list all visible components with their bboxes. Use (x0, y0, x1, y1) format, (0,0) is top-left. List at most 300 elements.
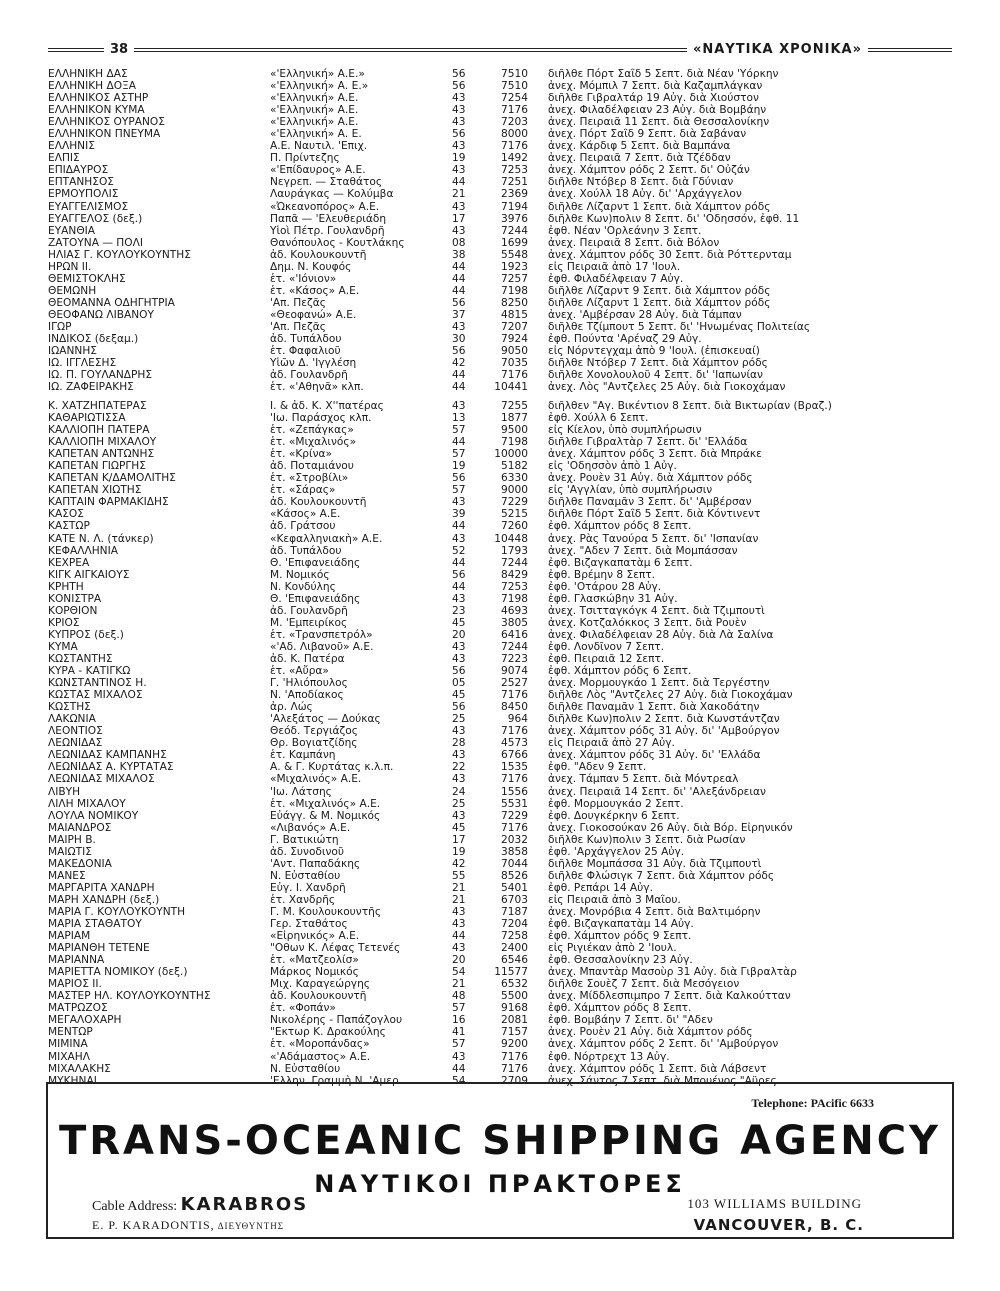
table-row (48, 92, 952, 104)
ship-name: ΛΟΥΛΑ ΝΟΜΙΚΟΥ (48, 809, 139, 822)
ship-flag-code: 44 (452, 580, 466, 593)
ship-name: ΚΑΤΕ Ν. Λ. (τάνκερ) (48, 532, 154, 545)
table-row (48, 128, 952, 140)
ship-status: ἐφθ. Χάμπτον ρόδς 6 Σεπτ. (548, 665, 692, 678)
table-row (48, 930, 952, 942)
ship-tonnage: 7176 (501, 773, 528, 786)
table-row (48, 761, 952, 773)
ship-agent: ἀδ. Κουλουκουντῆ (270, 496, 367, 509)
ship-flag-code: 44 (452, 556, 466, 569)
table-row (48, 737, 952, 749)
ship-status: ἐφθ. Χούλλ 6 Σεπτ. (548, 412, 649, 425)
ship-tonnage: 7244 (501, 556, 528, 569)
ship-status: ἀνεχ. Πόρτ Σαΐδ 9 Σεπτ. διὰ Σαβάναν (548, 128, 747, 141)
ship-tonnage: 8250 (501, 296, 528, 309)
ship-agent: Λαυράγκας — Κολύμβα (270, 188, 394, 201)
table-row (48, 593, 952, 605)
ship-flag-code: 44 (452, 260, 466, 273)
ship-flag-code: 56 (452, 345, 466, 358)
ship-flag-code: 44 (452, 284, 466, 297)
ship-status: ἀνεχ. Χάμπτον ρόδς 31 Αὐγ. δι' 'Ελλάδα (548, 749, 761, 762)
ship-tonnage: 6766 (501, 749, 528, 762)
ship-agent: ἑτ. «'Ιόνιον» (270, 272, 337, 285)
ship-name: ΕΛΛΗΝΙΚΗ ΔΟΞΑ (48, 80, 137, 93)
ship-tonnage: 2081 (501, 1014, 528, 1027)
table-row (48, 357, 952, 369)
ship-flag-code: 56 (452, 128, 466, 141)
ship-agent: Ν. Εὐσταθίου (270, 1062, 341, 1075)
ship-name: ΜΕΓΑΛΟΧΑΡΗ (48, 1014, 122, 1027)
ship-agent: «Λιβανός» Α.Ε. (270, 821, 351, 834)
ship-flag-code: 43 (452, 725, 466, 738)
ship-flag-code: 13 (452, 412, 466, 425)
ship-flag-code: 19 (452, 152, 466, 165)
table-row (48, 810, 952, 822)
table-row (48, 201, 952, 213)
ship-status: εἰς Ριγιέκαν ἀπὸ 2 'Ιουλ. (548, 942, 677, 955)
table-row (48, 617, 952, 629)
ship-tonnage: 7176 (501, 104, 528, 117)
ship-flag-code: 44 (452, 176, 466, 189)
ship-agent: Θ. 'Επιφανειάδης (270, 556, 361, 569)
ship-agent: «'Επίδαυρος» Α.Ε. (270, 164, 366, 177)
table-row (48, 749, 952, 761)
table-row (48, 164, 952, 176)
ship-tonnage: 7251 (501, 176, 528, 189)
ship-flag-code: 05 (452, 677, 466, 690)
ship-status: ἀνεχ. Ρουὲν 21 Αὐγ. διὰ Χάμπτον ρόδς (548, 1026, 753, 1039)
table-row (48, 436, 952, 448)
ship-tonnage: 7253 (501, 580, 528, 593)
ship-tonnage: 7244 (501, 224, 528, 237)
table-row (48, 273, 952, 285)
table-row (48, 225, 952, 237)
ship-agent: «'Ελληνική» Α.Ε. (270, 104, 359, 117)
ship-tonnage: 7176 (501, 1050, 528, 1063)
ship-name: ΚΑΠΤΑΙΝ ΦΑΡΜΑΚΙΔΗΣ (48, 496, 169, 509)
ship-flag-code: 43 (452, 104, 466, 117)
ship-tonnage: 2400 (501, 942, 528, 955)
table-row (48, 249, 952, 261)
ship-name: ΗΛΙΑΣ Γ. ΚΟΥΛΟΥΚΟΥΝΤΗΣ (48, 248, 191, 261)
ship-tonnage: 5182 (501, 460, 528, 473)
ship-agent: ἀδ. Κουλουκουντῆ (270, 990, 367, 1003)
table-row (48, 520, 952, 532)
ship-flag-code: 56 (452, 296, 466, 309)
ship-flag-code: 44 (452, 272, 466, 285)
table-row (48, 116, 952, 128)
ship-name: ΛΕΟΝΤΙΟΣ (48, 725, 103, 738)
ship-name: ΚΑΘΑΡΙΩΤΙΣΣΑ (48, 412, 126, 425)
ship-status: ἀνεχ. Κοτζαλόκκος 3 Σεπτ. διὰ Ρουὲν (548, 616, 747, 629)
table-row (48, 882, 952, 894)
table-row (48, 858, 952, 870)
ship-table-section-1 (48, 68, 952, 393)
ship-name: ΕΥΑΓΓΕΛΙΣΜΟΣ (48, 200, 129, 213)
ship-name: ΙΩ. ΖΑΦΕΙΡΑΚΗΣ (48, 381, 134, 394)
ship-status: ἐφθ. Μορμουγκάο 2 Σεπτ. (548, 797, 684, 810)
table-row (48, 460, 952, 472)
table-row (48, 870, 952, 882)
ship-agent: «'Ελληνική» Α. Ε.» (270, 80, 369, 93)
ship-status: εἰς 'Αγγλίαν, ὑπὸ συμπλήρωσιν (548, 484, 713, 497)
ship-agent: Υἱοὶ Πέτρ. Γουλανδρῆ (270, 224, 385, 237)
ship-tonnage: 7257 (501, 272, 528, 285)
ship-flag-code: 43 (452, 809, 466, 822)
ship-status: ἀνεχ. Μίδδλεσπιμπρο 7 Σεπτ. διὰ Καλκούτταν (548, 990, 791, 1003)
ship-flag-code: 37 (452, 308, 466, 321)
table-row (48, 545, 952, 557)
ship-tonnage: 4573 (501, 737, 528, 750)
ship-tonnage: 7254 (501, 92, 528, 105)
ship-tonnage: 7223 (501, 652, 528, 665)
ship-agent: ἑτ. Καμπάνη (270, 749, 336, 762)
ad-city: VANCOUVER, B. C. (693, 1216, 864, 1234)
ship-tonnage: 4693 (501, 604, 528, 617)
ship-tonnage: 6546 (501, 954, 528, 967)
ship-flag-code: 43 (452, 1050, 466, 1063)
table-row (48, 966, 952, 978)
ship-tonnage: 7258 (501, 930, 528, 943)
table-row (48, 321, 952, 333)
ship-status: διῆλθε Κων)πολιν 8 Σεπτ. δι' 'Οδησσόν, ἐφθ. 11 (548, 212, 800, 225)
ship-name: ΘΕΜΙΣΤΟΚΛΗΣ (48, 272, 126, 285)
ship-agent: ἑτ. Χανδρῆς (270, 893, 336, 906)
ship-flag-code: 43 (452, 116, 466, 129)
ship-agent: Εὐάγγ. & Μ. Νομικός (270, 809, 381, 822)
ship-tonnage: 7176 (501, 1062, 528, 1075)
ship-status: διῆλθε Λὸς "Αντζελες 27 Αὐγ. διὰ Γιοκοχάμαν (548, 689, 793, 702)
ship-status: ἐφθ. Θεσσαλονίκην 23 Αὐγ. (548, 954, 693, 967)
ship-tonnage: 6416 (501, 628, 528, 641)
ship-status: ἀνεχ. Χάμπτον ρόδς 2 Σεπτ. δι' 'Αμβούργον (548, 1038, 779, 1051)
ship-status: ἀνεχ. Μορμουγκάο 1 Σεπτ. διὰ Τεργέστην (548, 677, 770, 690)
table-row (48, 309, 952, 321)
table-row (48, 1014, 952, 1026)
ship-tonnage: 7203 (501, 116, 528, 129)
table-row (48, 641, 952, 653)
ship-agent: «Εἰρηνικός» Α.Ε. (270, 930, 360, 943)
ship-flag-code: 43 (452, 918, 466, 931)
ship-tonnage: 8450 (501, 701, 528, 714)
ship-agent: 'Αλεξάτος — Δούκας (270, 713, 381, 726)
ship-flag-code: 16 (452, 1014, 466, 1027)
table-row (48, 369, 952, 381)
ship-name: ΜΑΡΙΑΝΘΗ ΤΕΤΕΝΕ (48, 942, 150, 955)
ship-agent: Γ. Μ. Κουλουκουντῆς (270, 905, 382, 918)
ship-tonnage: 6532 (501, 978, 528, 991)
ship-tonnage: 3858 (501, 845, 528, 858)
ship-flag-code: 42 (452, 857, 466, 870)
table-row (48, 285, 952, 297)
ad-cable-label: Cable Address: (92, 1199, 178, 1214)
table-row (48, 533, 952, 545)
table-row (48, 345, 952, 357)
ship-status: ἀνεχ. Πειραιᾶ 7 Σεπτ. διὰ Τζέδδαν (548, 152, 731, 165)
ship-flag-code: 57 (452, 1002, 466, 1015)
table-row (48, 333, 952, 345)
ship-tonnage: 9200 (501, 1038, 528, 1051)
ship-name: ΛΕΩΝΙΔΑΣ (48, 737, 103, 750)
ship-agent: ἑτ. «Ματζεολίσ» (270, 954, 359, 967)
ship-name: ΜΑΙΑΝΔΡΟΣ (48, 821, 112, 834)
table-row (48, 424, 952, 436)
ship-name: ΛΕΩΝΙΔΑΣ Α. ΚΥΡΤΑΤΑΣ (48, 761, 174, 774)
ship-tonnage: 7194 (501, 200, 528, 213)
ship-status: ἐφθ. Χάμπτον ρόδς 8 Σεπτ. (548, 1002, 692, 1015)
ship-agent: Ι. & ἀδ. Κ. Χ''πατέρας (270, 400, 384, 412)
ship-status: διῆλθε Σουὲζ 7 Σεπτ. διὰ Μεσόγειον (548, 978, 740, 991)
table-row (48, 213, 952, 225)
ship-agent: ἀδ. Κ. Πατέρα (270, 652, 345, 665)
table-row (48, 557, 952, 569)
ship-status: ἐφθ. Νέαν 'Ορλεάνην 3 Σεπτ. (548, 224, 702, 237)
ship-agent: ἀδ. Τυπάλδου (270, 333, 342, 346)
ship-status: ἐφθ. 'Οτάρου 28 Αὐγ. (548, 580, 662, 593)
ship-tonnage: 2369 (501, 188, 528, 201)
ship-tonnage: 8000 (501, 128, 528, 141)
ship-name: ΙΝΔΙΚΟΣ (δεξαμ.) (48, 333, 139, 346)
ship-name: ΚΑΠΕΤΑΝ ΧΙΩΤΗΣ (48, 484, 142, 497)
ship-agent: ἀδ. Γράτσου (270, 520, 336, 533)
ship-name: ΜΑΡΙΑΜ (48, 930, 91, 943)
ship-status: ἐφθ. Βιζαγκαπατὰμ 14 Αὐγ. (548, 918, 694, 931)
table-row (48, 140, 952, 152)
ship-flag-code: 21 (452, 881, 466, 894)
ship-status: εἰς 'Οδησσὸν ἀπὸ 1 Αὐγ. (548, 460, 677, 473)
ship-agent: ἑτ. «'Αθηνᾶ» κλπ. (270, 381, 364, 394)
ship-name: ΕΛΛΗΝΙΣ (48, 140, 95, 153)
ship-flag-code: 25 (452, 797, 466, 810)
ship-flag-code: 45 (452, 616, 466, 629)
ship-flag-code: 43 (452, 320, 466, 333)
ship-name: ΚΑΣΟΣ (48, 508, 84, 521)
table-row (48, 906, 952, 918)
ship-name: ΜΙΧΑΗΛ (48, 1050, 90, 1063)
ship-tonnage: 7176 (501, 821, 528, 834)
ship-agent: ἑτ. «Αὔρα» (270, 665, 329, 678)
ship-status: διῆλθεν "Αγ. Βικέντιον 8 Σεπτ. διὰ Βικτωρίαν (Βραζ.) (548, 400, 832, 412)
ship-status: ἀνεχ. Χούλλ 18 Αὐγ. δι' 'Αρχάγγελον (548, 188, 742, 201)
table-row (48, 484, 952, 496)
table-row (48, 834, 952, 846)
ship-status: ἐφθ. Βιζαγκαπατὰμ 6 Σεπτ. (548, 556, 693, 569)
ship-agent: Δημ. Ν. Κουφός (270, 260, 352, 273)
ad-cable-address (92, 1194, 308, 1215)
ship-name: ΛΕΩΝΙΔΑΣ ΜΙΧΑΛΟΣ (48, 773, 155, 786)
ship-agent: ἑτ. Φαφαλιοῦ (270, 345, 341, 358)
ship-status: ἀνεχ. Φιλαδέλφειαν 23 Αὐγ. διὰ Βομβάην (548, 104, 767, 117)
ship-flag-code: 43 (452, 496, 466, 509)
ship-name: ΚΩΣΤΗΣ (48, 701, 91, 714)
table-row (48, 822, 952, 834)
ship-flag-code: 44 (452, 1062, 466, 1075)
ship-flag-code: 56 (452, 701, 466, 714)
ship-tonnage: 2032 (501, 833, 528, 846)
ship-tonnage: 9000 (501, 484, 528, 497)
ship-status: ἀνεχ. Χάμπτον ρόδς 3 Σεπτ. διὰ Μπράκε (548, 448, 762, 461)
ship-status: ἐφθ. Ρεπάρι 14 Αὐγ. (548, 881, 653, 894)
ship-status: ἐφθ. Πούντα 'Αρέναζ 29 Αὐγ. (548, 333, 702, 346)
ship-tonnage: 10441 (494, 381, 528, 394)
ship-flag-code: 54 (452, 1074, 466, 1087)
ship-agent: Ν. Κονδύλης (270, 580, 336, 593)
table-row (48, 448, 952, 460)
ship-flag-code: 57 (452, 1038, 466, 1051)
ship-status: εἰς Νόρντεγχαμ ἀπὸ 9 'Ιουλ. (ἐπισκευαί) (548, 345, 760, 358)
ship-tonnage: 964 (507, 713, 528, 726)
ship-tonnage: 7244 (501, 640, 528, 653)
table-row (48, 1038, 952, 1050)
ship-status: ἀνεχ. Πειραιᾶ 14 Σεπτ. δι' 'Αλεξάνδρειαν (548, 785, 766, 798)
ship-status: ἀνεχ. Τάμπαν 5 Σεπτ. διὰ Μόντρεαλ (548, 773, 739, 786)
ship-name: Κ. ΧΑΤΖΗΠΑΤΕΡΑΣ (48, 400, 147, 412)
ship-tonnage: 3976 (501, 212, 528, 225)
ship-tonnage: 7176 (501, 689, 528, 702)
ship-agent: Α.Ε. Ναυτιλ. 'Επιχ. (270, 140, 368, 153)
ship-agent: Νικολέρης - Παπάζογλου (270, 1014, 403, 1027)
ship-name: ΕΛΛΗΝΙΚΟΝ ΠΝΕΥΜΑ (48, 128, 161, 141)
ship-flag-code: 24 (452, 785, 466, 798)
table-row (48, 894, 952, 906)
ship-status: ἐφθ. Φιλαδέλφειαν 7 Αὐγ. (548, 272, 684, 285)
ship-name: ΜΥΚΗΝΑΙ (48, 1074, 97, 1087)
ship-tonnage: 9074 (501, 665, 528, 678)
ship-status: εἰς Πειραιᾶ ἀπὸ 27 Αὐγ. (548, 737, 675, 750)
ship-status: ἐφθ. 'Αρχάγγελον 25 Αὐγ. (548, 845, 685, 858)
ship-agent: "Εκτωρ Κ. Δρακούλης (270, 1026, 386, 1039)
ship-status: διῆλθε Χονολουλοῦ 4 Σεπτ. δι' 'Ιαπωνίαν (548, 369, 763, 382)
ship-agent: ἀδ. Ποταμιάνου (270, 460, 354, 473)
table-row (48, 665, 952, 677)
table-row (48, 1051, 952, 1063)
ship-agent: ἀδ. Γουλανδρῆ (270, 604, 348, 617)
ship-flag-code: 43 (452, 92, 466, 105)
ship-tonnage: 7229 (501, 809, 528, 822)
ship-tonnage: 4815 (501, 308, 528, 321)
ship-tonnage: 6330 (501, 472, 528, 485)
ship-flag-code: 22 (452, 761, 466, 774)
ship-agent: Μιχ. Καραγεώργης (270, 978, 371, 991)
ship-tonnage: 7176 (501, 725, 528, 738)
ship-agent: Α. & Γ. Κυρτάτας κ.λ.π. (270, 761, 394, 774)
ship-status: ἀνεχ. Πειραιᾶ 11 Σεπτ. διὰ Θεσσαλονίκην (548, 116, 770, 129)
ship-name: ΚΩΣΤΑΣ ΜΙΧΑΛΟΣ (48, 689, 143, 702)
ad-phone: Telephone: PAcific 6633 (751, 1096, 874, 1110)
ship-name: ΜΑΙΡΗ Β. (48, 833, 96, 846)
ship-name: ΛΙΒΥΗ (48, 785, 81, 798)
ship-name: ΘΕΟΦΑΝΩ ΛΙΒΑΝΟΥ (48, 308, 154, 321)
ship-flag-code: 41 (452, 1026, 466, 1039)
ship-status: διῆλθε Πόρτ Σαΐδ 5 Σεπτ. διὰ Νέαν 'Υόρκην (548, 68, 779, 80)
ship-name: ΚΑΣΤΩΡ (48, 520, 90, 533)
ship-status: διῆλθε Φλώσιγκ 7 Σεπτ. διὰ Χάμπτον ρόδς (548, 869, 775, 882)
ship-agent: "Οθων Κ. Λέφας Τετενές (270, 942, 401, 955)
table-row (48, 773, 952, 785)
ship-status: ἐφθ. "Αδεν 9 Σεπτ. (548, 761, 647, 774)
ship-tonnage: 11577 (494, 966, 528, 979)
ship-agent: 'Ιω. Λάτσης (270, 785, 332, 798)
ship-status: ἀνεχ. Τσιτταγκόγκ 4 Σεπτ. διὰ Τζιμπουτὶ (548, 604, 765, 617)
table-row (48, 508, 952, 520)
ship-flag-code: 56 (452, 80, 466, 93)
ship-flag-code: 56 (452, 568, 466, 581)
ship-name: ΛΙΛΗ ΜΙΧΑΛΟΥ (48, 797, 126, 810)
ship-name: ΚΟΝΙΣΤΡΑ (48, 592, 102, 605)
ship-status: ἀνεχ. Μονρόβια 4 Σεπτ. διὰ Βαλτιμόρην (548, 905, 761, 918)
ship-status: διῆλθε Λίζαρντ 1 Σεπτ. διὰ Χάμπτον ρόδς (548, 296, 771, 309)
page-number: 38 (104, 42, 134, 57)
ship-tonnage: 7187 (501, 905, 528, 918)
table-row (48, 68, 952, 80)
ship-agent: Θ. 'Επιφανειάδης (270, 592, 361, 605)
ship-agent: «'Ελληνική» Α.Ε. (270, 92, 359, 105)
ship-tonnage: 7198 (501, 436, 528, 449)
ship-flag-code: 08 (452, 236, 466, 249)
ship-name: ΕΛΛΗΝΙΚΟΣ ΟΥΡΑΝΟΣ (48, 116, 165, 129)
ship-tonnage: 7044 (501, 857, 528, 870)
ship-tonnage: 7260 (501, 520, 528, 533)
ship-tonnage: 7229 (501, 496, 528, 509)
ship-agent: ἑτ. «Φοπάν» (270, 1002, 336, 1015)
ship-tonnage: 5500 (501, 990, 528, 1003)
table-row (48, 978, 952, 990)
ship-name: ΚΑΛΛΙΟΠΗ ΜΙΧΑΛΟΥ (48, 436, 157, 449)
ship-status: ἀνεχ. Χάμπτον ρόδς 31 Αὐγ. δι' 'Αμβούργον (548, 725, 780, 738)
ship-status: ἀνεχ. Χάμπτον ρόδς 2 Σεπτ. δι' Οὐζάν (548, 164, 750, 177)
ship-tonnage: 9050 (501, 345, 528, 358)
table-row (48, 786, 952, 798)
ad-address: 103 WILLIAMS BUILDING (687, 1196, 862, 1211)
ship-tonnage: 8429 (501, 568, 528, 581)
ship-agent: «'Ελληνική» Α. Ε. (270, 128, 362, 141)
ship-flag-code: 19 (452, 845, 466, 858)
table-row (48, 653, 952, 665)
ship-flag-code: 43 (452, 592, 466, 605)
ship-status: διῆλθε Γιβραλτὰρ 7 Σεπτ. δι' 'Ελλάδα (548, 436, 748, 449)
ship-status: ἐφθ. Νόρτρεχτ 13 Αὐγ. (548, 1050, 670, 1063)
ship-flag-code: 56 (452, 68, 466, 80)
ship-name: ΜΑΣΤΕΡ ΗΛ. ΚΟΥΛΟΥΚΟΥΝΤΗΣ (48, 990, 211, 1003)
ship-tonnage: 7204 (501, 918, 528, 931)
advertisement-box (46, 1082, 954, 1239)
ship-tonnage: 2709 (501, 1074, 528, 1087)
ship-flag-code: 42 (452, 357, 466, 370)
ship-status: διῆλθε Κων)πολιν 2 Σεπτ. διὰ Κωνστάντζαν (548, 713, 780, 726)
ship-flag-code: 43 (452, 773, 466, 786)
table-row (48, 152, 952, 164)
ship-status: διῆλθε Λίζαρντ 1 Σεπτ. διὰ Χάμπτον ρόδς (548, 200, 771, 213)
ship-agent: Θανόπουλος - Κουτλάκης (270, 236, 405, 249)
ship-flag-code: 43 (452, 942, 466, 955)
ship-flag-code: 28 (452, 737, 466, 750)
table-row (48, 104, 952, 116)
ship-tonnage: 8526 (501, 869, 528, 882)
ship-tonnage: 6703 (501, 893, 528, 906)
ship-agent: Μάρκος Νομικός (270, 966, 359, 979)
ship-flag-code: 39 (452, 508, 466, 521)
ship-name: ΚΑΛΛΙΟΠΗ ΠΑΤΕΡΑ (48, 424, 150, 437)
ship-status: διῆλθε Πόρτ Σαΐδ 5 Σεπτ. διὰ Κόντινεντ (548, 508, 761, 521)
ship-tonnage: 7510 (501, 80, 528, 93)
ship-tonnage: 7510 (501, 68, 528, 80)
table-row (48, 472, 952, 484)
ship-name: ΘΕΟΜΑΝΝΑ ΟΔΗΓΗΤΡΙΑ (48, 296, 175, 309)
table-row (48, 400, 952, 412)
ship-name: ΜΑΙΩΤΙΣ (48, 845, 92, 858)
ship-agent: 'Αντ. Παπαδάκης (270, 857, 361, 870)
ship-flag-code: 54 (452, 966, 466, 979)
